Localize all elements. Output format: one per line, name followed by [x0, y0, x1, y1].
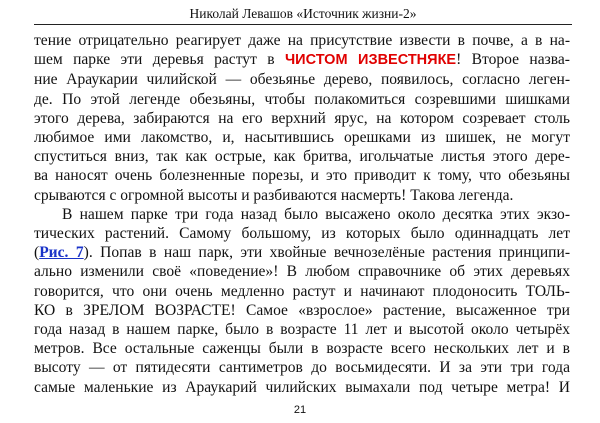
- text-segment: ально изменили своё «поведение»! В любом справочнике об этих деревьях: [34, 263, 570, 281]
- page-number: 21: [293, 404, 307, 416]
- text-line: [34, 50, 570, 70]
- text-line: [34, 31, 570, 50]
- text-line: [34, 224, 570, 243]
- text-segment: тических растений. Самому большому, из которых было одиннадцать лет: [34, 225, 570, 243]
- text-segment: самые маленькие из Араукарий чилийских вымахали под четыре метра! И: [34, 378, 570, 396]
- text-line: [34, 378, 570, 397]
- paragraph: [34, 205, 570, 397]
- emphasis-chalk-limestone: ЧИСТОМ ИЗВЕСТНЯКЕ: [284, 52, 457, 69]
- text-segment: де. По этой легенде обезьяны, чтобы полакомиться созревшими шишками: [34, 90, 570, 108]
- text-line: [34, 320, 570, 339]
- text-segment: любимое ими лакомство, и, насытившись орешками из шишек, не могут: [34, 129, 570, 147]
- text-segment: ). Попав в наш парк, эти хвойные вечнозелёные растения принципи-: [83, 244, 570, 262]
- text-line: [34, 358, 570, 377]
- text-line: [34, 166, 570, 185]
- text-segment: метров. Все остальные саженцы были в возрасте всего нескольких лет и в: [34, 340, 570, 358]
- text-line: [34, 109, 570, 128]
- text-line: [34, 186, 570, 205]
- figure-7-link[interactable]: Рис. 7: [39, 244, 84, 262]
- body-text: [34, 31, 570, 397]
- text-line: [34, 90, 570, 109]
- text-segment: года назад в нашем парке, было в возрасте 11 лет и высотой около четырёх: [34, 321, 570, 339]
- text-line: [34, 243, 570, 262]
- text-segment: (: [34, 244, 40, 262]
- text-segment: тение отрицательно реагирует даже на присутствие извести в почве, а в на-: [34, 32, 570, 49]
- text-line: [34, 262, 570, 281]
- text-segment: ! Второе назва-: [456, 51, 570, 69]
- text-line: [34, 147, 570, 166]
- text-segment: В нашем парке три года назад было высажено около десятка этих экзо-: [62, 205, 570, 223]
- text-segment: КО в ЗРЕЛОМ ВОЗРАСТЕ! Самое «взрослое» растение, высаженное три: [34, 301, 570, 319]
- text-segment: спуститься вниз, так как острые, как бритва, игольчатые листья этого дере-: [34, 148, 570, 166]
- text-segment: этого дерева, забираются на его верхний ярус, на котором созревает столь: [34, 109, 570, 127]
- text-line: [34, 301, 570, 320]
- paragraph: [34, 31, 570, 205]
- text-line: [34, 70, 570, 89]
- text-line: [34, 128, 570, 147]
- text-segment: шем парке эти деревья растут в: [34, 51, 285, 69]
- text-segment: ва наносят очень болезненные порезы, и это приводит к тому, что обезьяны: [34, 167, 570, 185]
- running-header: Николай Левашов «Источник жизни-2»: [34, 6, 572, 25]
- text-segment: говорится, что они очень медленно растут и начинают плодоносить ТОЛЬ-: [34, 282, 570, 300]
- text-segment: срываются с огромной высоты и разбиваются насмерть! Такова легенда.: [34, 186, 514, 204]
- text-line: [34, 339, 570, 358]
- text-segment: высоту — от пятидесяти сантиметров до восьмидесяти. И за эти три года: [34, 359, 570, 377]
- text-line: [34, 282, 570, 301]
- text-line: [34, 205, 570, 224]
- text-segment: ние Араукарии чилийской — обезьянье дерево, появилось, согласно леген-: [34, 71, 570, 89]
